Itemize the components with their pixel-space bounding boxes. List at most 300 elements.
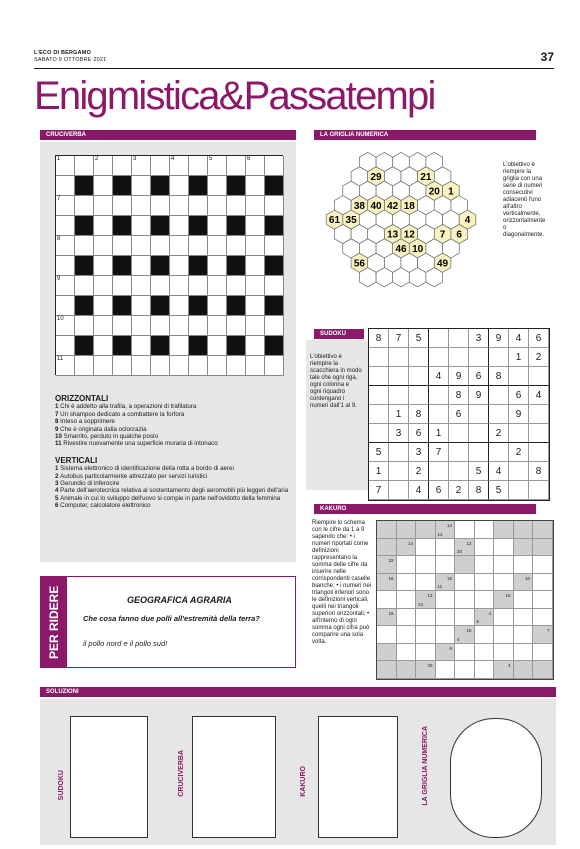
crossword-black-cell [113, 336, 132, 356]
crossword-cell[interactable] [132, 356, 151, 376]
joke-side-label: PER RIDERE [41, 577, 67, 667]
crossword-cell[interactable] [132, 256, 151, 276]
sudoku-cell[interactable]: 1 [509, 348, 529, 367]
sudoku-cell[interactable] [529, 443, 549, 462]
crossword-cell[interactable] [151, 276, 170, 296]
hex-given-number: 29 [370, 172, 382, 183]
sudoku-cell[interactable]: 2 [529, 348, 549, 367]
crossword-cell[interactable] [75, 356, 94, 376]
sudoku-cell[interactable] [529, 405, 549, 424]
crossword-cell[interactable] [246, 316, 265, 336]
crossword-cell[interactable] [132, 196, 151, 216]
crossword-cell[interactable] [56, 196, 75, 216]
crossword-black-cell [227, 296, 246, 316]
sudoku-cell[interactable] [449, 462, 469, 481]
kakuro-cell[interactable] [475, 661, 495, 679]
crossword-cell[interactable] [151, 156, 170, 176]
sudoku-cell[interactable]: 4 [509, 329, 529, 348]
hex-given-number: 42 [387, 200, 399, 212]
crossword-black-cell [113, 216, 132, 236]
sudoku-grid[interactable] [368, 328, 550, 501]
solution-kakuro-label: KAKURO [300, 766, 307, 797]
crossword-cell[interactable] [227, 356, 246, 376]
kakuro-cell[interactable] [416, 556, 436, 574]
sudoku-cell[interactable]: 5 [409, 329, 429, 348]
sudoku-cell[interactable]: 8 [409, 405, 429, 424]
kakuro-clue-cell [397, 521, 417, 539]
kakuro-cell[interactable] [416, 574, 436, 592]
kakuro-cell[interactable] [533, 591, 553, 609]
sudoku-cell[interactable] [369, 424, 389, 443]
crossword-cell[interactable] [56, 216, 75, 236]
solution-number-grid-label: LA GRIGLIA NUMERICA [422, 726, 429, 806]
crossword-cell[interactable] [227, 276, 246, 296]
kakuro-cell[interactable] [494, 644, 514, 662]
crossword-cell[interactable] [170, 296, 189, 316]
crossword-cell[interactable] [246, 276, 265, 296]
kakuro-cell[interactable] [455, 644, 475, 662]
crossword-grid[interactable] [55, 155, 283, 375]
crossword-black-cell [227, 176, 246, 196]
clue-text: Sistema elettronico di identificazione della rotta a bordo di aerei [60, 465, 234, 473]
number-grid-board[interactable] [312, 150, 490, 310]
crossword-cell[interactable] [132, 236, 151, 256]
sudoku-cell[interactable] [469, 405, 489, 424]
kakuro-cell[interactable] [436, 609, 456, 627]
kakuro-clue-cell [494, 591, 514, 609]
sudoku-cell[interactable]: 6 [449, 405, 469, 424]
kakuro-cell[interactable] [475, 591, 495, 609]
kakuro-cell[interactable] [397, 591, 417, 609]
sudoku-cell[interactable] [389, 386, 409, 405]
sudoku-cell[interactable]: 1 [369, 462, 389, 481]
crossword-cell[interactable] [56, 256, 75, 276]
kakuro-cell[interactable] [455, 661, 475, 679]
crossword-cell[interactable] [151, 356, 170, 376]
crossword-cell[interactable] [246, 156, 265, 176]
crossword-cell[interactable] [94, 156, 113, 176]
crossword-cell[interactable] [132, 216, 151, 236]
crossword-cell[interactable] [208, 256, 227, 276]
kakuro-clue-cell [377, 661, 397, 679]
kakuro-cell[interactable] [397, 574, 417, 592]
crossword-cell[interactable] [170, 216, 189, 236]
crossword-cell[interactable] [246, 256, 265, 276]
kakuro-clue-number: 16 [466, 628, 472, 633]
kakuro-cell[interactable] [494, 574, 514, 592]
crossword-cell[interactable] [265, 276, 284, 296]
crossword-cell[interactable] [246, 236, 265, 256]
kakuro-cell[interactable] [377, 626, 397, 644]
crossword-cell[interactable] [189, 276, 208, 296]
kakuro-cell[interactable] [494, 556, 514, 574]
sudoku-cell[interactable] [489, 405, 509, 424]
sudoku-cell[interactable]: 8 [489, 367, 509, 386]
sudoku-cell[interactable] [489, 443, 509, 462]
sudoku-cell[interactable] [429, 405, 449, 424]
kakuro-cell[interactable] [455, 521, 475, 539]
kakuro-clue-cell [377, 644, 397, 662]
crossword-cell[interactable] [189, 196, 208, 216]
kakuro-cell[interactable] [475, 626, 495, 644]
sudoku-cell[interactable] [469, 424, 489, 443]
top-rule [34, 68, 554, 69]
crossword-cell[interactable] [246, 216, 265, 236]
solution-number-grid [450, 718, 542, 838]
kakuro-cell[interactable] [397, 644, 417, 662]
hex-given-number: 38 [353, 200, 365, 212]
kakuro-instructions: Riempire lo schema con le cifre da 1 a 9 sapendo che: • i numeri riportati come definizioni rappresentano la somma delle cifre da inserire nelle corrispondenti caselle bianche; • i numeri nei triangoli inferiori sono le definizioni verticali, quelli nei triangoli superiori orizzontali; • all'interno di ogni somma ogni cifra può comparire una sola volta. [312, 520, 372, 645]
crossword-cell[interactable] [170, 196, 189, 216]
clue-item [55, 440, 295, 447]
sudoku-cell[interactable]: 2 [509, 443, 529, 462]
crossword-cell[interactable] [208, 196, 227, 216]
clue-text: Rivestire nuovamente una superficie muraria di intonaco [63, 440, 218, 448]
sudoku-cell[interactable] [429, 329, 449, 348]
kakuro-clue-number: 29 [427, 663, 433, 668]
sudoku-cell[interactable]: 4 [529, 386, 549, 405]
sudoku-cell[interactable] [409, 348, 429, 367]
sudoku-cell[interactable]: 9 [489, 329, 509, 348]
crossword-cell[interactable] [246, 296, 265, 316]
kakuro-cell[interactable] [475, 539, 495, 557]
sudoku-cell[interactable] [469, 348, 489, 367]
kakuro-clue-cell [475, 609, 495, 627]
sudoku-cell[interactable] [489, 348, 509, 367]
clue-item [55, 465, 295, 472]
crossword-cell[interactable] [170, 336, 189, 356]
sudoku-cell[interactable]: 6 [409, 424, 429, 443]
crossword-cell[interactable] [227, 236, 246, 256]
crossword-cell[interactable] [246, 336, 265, 356]
kakuro-cell[interactable] [533, 644, 553, 662]
crossword-cell[interactable] [227, 196, 246, 216]
sudoku-cell[interactable] [489, 386, 509, 405]
sudoku-cell[interactable]: 1 [389, 405, 409, 424]
sudoku-cell[interactable]: 8 [369, 329, 389, 348]
solution-crossword-grid [192, 716, 276, 838]
crossword-cell[interactable] [208, 336, 227, 356]
sudoku-cell[interactable] [369, 386, 389, 405]
crossword-cell[interactable] [56, 356, 75, 376]
sudoku-cell[interactable]: 8 [449, 386, 469, 405]
sudoku-cell[interactable] [389, 348, 409, 367]
crossword-cell[interactable] [94, 216, 113, 236]
crossword-cell[interactable] [189, 316, 208, 336]
kakuro-clue-cell [416, 521, 436, 539]
kakuro-clue-cell [416, 661, 436, 679]
clue-text: Smarrito, perduto in qualche posto [63, 433, 159, 441]
kakuro-cell[interactable] [397, 556, 417, 574]
clue-text: Computer, calcolatore elettronico [60, 502, 151, 510]
crossword-cell[interactable] [189, 236, 208, 256]
sudoku-cell[interactable]: 5 [489, 481, 509, 500]
crossword-cell-number: 5 [209, 156, 213, 162]
kakuro-cell[interactable] [494, 609, 514, 627]
kakuro-cell[interactable] [416, 644, 436, 662]
sudoku-cell[interactable]: 7 [429, 443, 449, 462]
horizontal-title: ORIZZONTALI [55, 394, 109, 403]
sudoku-cell[interactable] [449, 424, 469, 443]
sudoku-cell[interactable] [369, 367, 389, 386]
kakuro-cell[interactable] [436, 539, 456, 557]
crossword-cell[interactable] [56, 296, 75, 316]
crossword-cell[interactable] [208, 236, 227, 256]
crossword-cell[interactable] [113, 356, 132, 376]
kakuro-cell[interactable] [436, 626, 456, 644]
crossword-cell[interactable] [113, 316, 132, 336]
sudoku-cell[interactable]: 7 [369, 481, 389, 500]
kakuro-cell[interactable] [475, 521, 495, 539]
crossword-cell[interactable] [56, 236, 75, 256]
kakuro-grid[interactable] [376, 520, 554, 680]
kakuro-cell[interactable] [455, 591, 475, 609]
kakuro-cell[interactable] [514, 626, 534, 644]
crossword-cell[interactable] [75, 156, 94, 176]
crossword-cell[interactable] [94, 196, 113, 216]
kakuro-cell[interactable] [533, 556, 553, 574]
crossword-cell[interactable] [56, 336, 75, 356]
sudoku-cell[interactable]: 4 [489, 462, 509, 481]
crossword-cell[interactable] [170, 176, 189, 196]
crossword-black-cell [113, 256, 132, 276]
crossword-cell[interactable] [170, 156, 189, 176]
page-number: 37 [540, 50, 554, 64]
sudoku-cell[interactable] [509, 424, 529, 443]
sudoku-cell[interactable]: 9 [449, 367, 469, 386]
crossword-black-cell [151, 296, 170, 316]
sudoku-cell[interactable] [369, 348, 389, 367]
clue-number: 3 [55, 480, 61, 488]
crossword-cell[interactable] [132, 336, 151, 356]
kakuro-clue-number: 8 [449, 645, 452, 651]
sudoku-cell[interactable] [509, 462, 529, 481]
sudoku-cell[interactable]: 2 [449, 481, 469, 500]
crossword-cell[interactable] [94, 176, 113, 196]
kakuro-clue-number: 7 [546, 628, 550, 633]
crossword-cell[interactable] [56, 176, 75, 196]
clue-text: Gerundio di inferocire [60, 480, 120, 488]
kakuro-cell[interactable] [475, 644, 495, 662]
crossword-cell[interactable] [94, 356, 113, 376]
kakuro-clue-cell [377, 556, 397, 574]
crossword-cell[interactable] [227, 316, 246, 336]
kakuro-clue-cell [416, 591, 436, 609]
crossword-cell[interactable] [246, 356, 265, 376]
sudoku-cell[interactable] [449, 329, 469, 348]
crossword-cell[interactable] [208, 176, 227, 196]
crossword-cell[interactable] [94, 276, 113, 296]
kakuro-cell[interactable] [514, 591, 534, 609]
crossword-cell[interactable] [113, 236, 132, 256]
crossword-cell[interactable] [75, 316, 94, 336]
crossword-black-cell [227, 256, 246, 276]
sudoku-cell[interactable] [429, 462, 449, 481]
sudoku-cell[interactable]: 8 [529, 462, 549, 481]
sudoku-cell[interactable]: 9 [469, 386, 489, 405]
crossword-cell[interactable] [94, 336, 113, 356]
crossword-cell[interactable] [113, 156, 132, 176]
sudoku-cell[interactable]: 5 [369, 443, 389, 462]
crossword-cell[interactable] [75, 196, 94, 216]
crossword-cell[interactable] [189, 356, 208, 376]
crossword-cell[interactable] [56, 156, 75, 176]
kakuro-cell[interactable] [455, 574, 475, 592]
clue-item [55, 403, 295, 410]
crossword-cell-number: 8 [57, 236, 61, 242]
crossword-cell[interactable] [170, 256, 189, 276]
crossword-cell[interactable] [265, 156, 284, 176]
crossword-cell[interactable] [170, 276, 189, 296]
kakuro-cell[interactable] [514, 556, 534, 574]
sudoku-cell[interactable] [409, 367, 429, 386]
sudoku-cell[interactable]: 7 [389, 329, 409, 348]
kakuro-clue-cell [533, 521, 553, 539]
crossword-cell[interactable] [208, 156, 227, 176]
crossword-cell[interactable] [132, 316, 151, 336]
sudoku-cell[interactable] [389, 462, 409, 481]
kakuro-cell[interactable] [475, 556, 495, 574]
issue-date: SABATO 9 OTTOBRE 2021 [34, 57, 107, 63]
crossword-cell[interactable] [132, 296, 151, 316]
crossword-cell[interactable] [265, 356, 284, 376]
sudoku-cell[interactable]: 4 [429, 367, 449, 386]
crossword-cell[interactable] [151, 316, 170, 336]
kakuro-cell[interactable] [533, 609, 553, 627]
sudoku-cell[interactable]: 5 [469, 462, 489, 481]
sudoku-cell[interactable] [389, 367, 409, 386]
hex-given-number: 4 [464, 215, 471, 227]
clue-item [55, 495, 295, 502]
crossword-cell[interactable] [56, 276, 75, 296]
crossword-black-cell [113, 176, 132, 196]
sudoku-cell[interactable] [529, 424, 549, 443]
crossword-cell[interactable] [132, 156, 151, 176]
sudoku-cell[interactable] [509, 367, 529, 386]
kakuro-clue-cell [514, 521, 534, 539]
crossword-black-cell [265, 216, 284, 236]
sudoku-cell[interactable] [429, 386, 449, 405]
kakuro-cell[interactable] [397, 609, 417, 627]
sudoku-cell[interactable]: 1 [429, 424, 449, 443]
sudoku-cell[interactable]: 6 [509, 386, 529, 405]
clue-item [55, 480, 295, 487]
crossword-cell[interactable] [94, 236, 113, 256]
crossword-cell[interactable] [265, 196, 284, 216]
crossword-cell[interactable] [170, 356, 189, 376]
kakuro-cell[interactable] [436, 556, 456, 574]
kakuro-clue-number: 14 [418, 601, 424, 607]
crossword-cell[interactable] [75, 236, 94, 256]
kakuro-cell[interactable] [514, 609, 534, 627]
crossword-cell[interactable] [94, 296, 113, 316]
crossword-black-cell [75, 296, 94, 316]
crossword-cell[interactable] [75, 276, 94, 296]
kakuro-cell[interactable] [377, 591, 397, 609]
sudoku-cell[interactable]: 8 [469, 481, 489, 500]
kakuro-cell[interactable] [436, 591, 456, 609]
kakuro-cell[interactable] [455, 609, 475, 627]
sudoku-cell[interactable]: 2 [489, 424, 509, 443]
kakuro-cell[interactable] [475, 574, 495, 592]
crossword-cell[interactable] [208, 296, 227, 316]
crossword-cell[interactable] [170, 316, 189, 336]
kakuro-cell[interactable] [436, 661, 456, 679]
crossword-cell[interactable] [94, 316, 113, 336]
sudoku-cell[interactable] [529, 367, 549, 386]
sudoku-cell[interactable] [449, 443, 469, 462]
crossword-black-cell [189, 296, 208, 316]
crossword-cell[interactable] [151, 196, 170, 216]
sudoku-cell[interactable]: 6 [469, 367, 489, 386]
kakuro-cell[interactable] [416, 626, 436, 644]
kakuro-clue-number: 12 [437, 531, 443, 537]
kakuro-clue-cell [397, 539, 417, 557]
sudoku-cell[interactable] [369, 405, 389, 424]
crossword-cell[interactable] [208, 356, 227, 376]
crossword-cell[interactable] [132, 176, 151, 196]
clue-number: 2 [55, 472, 61, 480]
crossword-cell[interactable] [246, 176, 265, 196]
kakuro-cell[interactable] [533, 574, 553, 592]
crossword-cell[interactable] [265, 236, 284, 256]
kakuro-cell[interactable] [397, 626, 417, 644]
sudoku-cell[interactable]: 3 [469, 329, 489, 348]
crossword-cell[interactable] [113, 276, 132, 296]
sudoku-cell[interactable] [389, 443, 409, 462]
sudoku-cell[interactable] [429, 348, 449, 367]
kakuro-cell[interactable] [514, 644, 534, 662]
kakuro-cell[interactable] [416, 539, 436, 557]
sudoku-cell[interactable]: 6 [529, 329, 549, 348]
kakuro-clue-cell [397, 661, 417, 679]
sudoku-cell[interactable] [409, 386, 429, 405]
crossword-cell[interactable] [208, 216, 227, 236]
sudoku-cell[interactable]: 2 [409, 462, 429, 481]
sudoku-cell[interactable] [509, 481, 529, 500]
kakuro-cell[interactable] [494, 539, 514, 557]
crossword-cell[interactable] [151, 236, 170, 256]
kakuro-clue-number: 6 [476, 619, 480, 624]
sudoku-cell[interactable]: 6 [429, 481, 449, 500]
crossword-cell[interactable] [56, 316, 75, 336]
crossword-cell[interactable] [246, 196, 265, 216]
crossword-cell[interactable] [170, 236, 189, 256]
kakuro-cell[interactable] [416, 609, 436, 627]
crossword-cell[interactable] [113, 196, 132, 216]
crossword-cell[interactable] [94, 256, 113, 276]
sudoku-cell[interactable]: 3 [389, 424, 409, 443]
crossword-cell[interactable] [132, 276, 151, 296]
crossword-cell[interactable] [265, 316, 284, 336]
sudoku-cell[interactable]: 4 [409, 481, 429, 500]
sudoku-cell[interactable] [449, 348, 469, 367]
crossword-cell[interactable] [208, 276, 227, 296]
crossword-cell[interactable] [227, 156, 246, 176]
crossword-black-cell [189, 256, 208, 276]
sudoku-cell[interactable] [389, 481, 409, 500]
sudoku-cell[interactable] [469, 443, 489, 462]
sudoku-cell[interactable] [529, 481, 549, 500]
kakuro-cell[interactable] [494, 626, 514, 644]
hex-given-number: 35 [345, 215, 357, 227]
sudoku-cell[interactable]: 3 [409, 443, 429, 462]
kakuro-clue-number: 14 [446, 523, 452, 528]
crossword-cell[interactable] [189, 156, 208, 176]
sudoku-cell[interactable]: 9 [509, 405, 529, 424]
vertical-title: VERTICALI [55, 455, 98, 465]
crossword-cell[interactable] [208, 316, 227, 336]
